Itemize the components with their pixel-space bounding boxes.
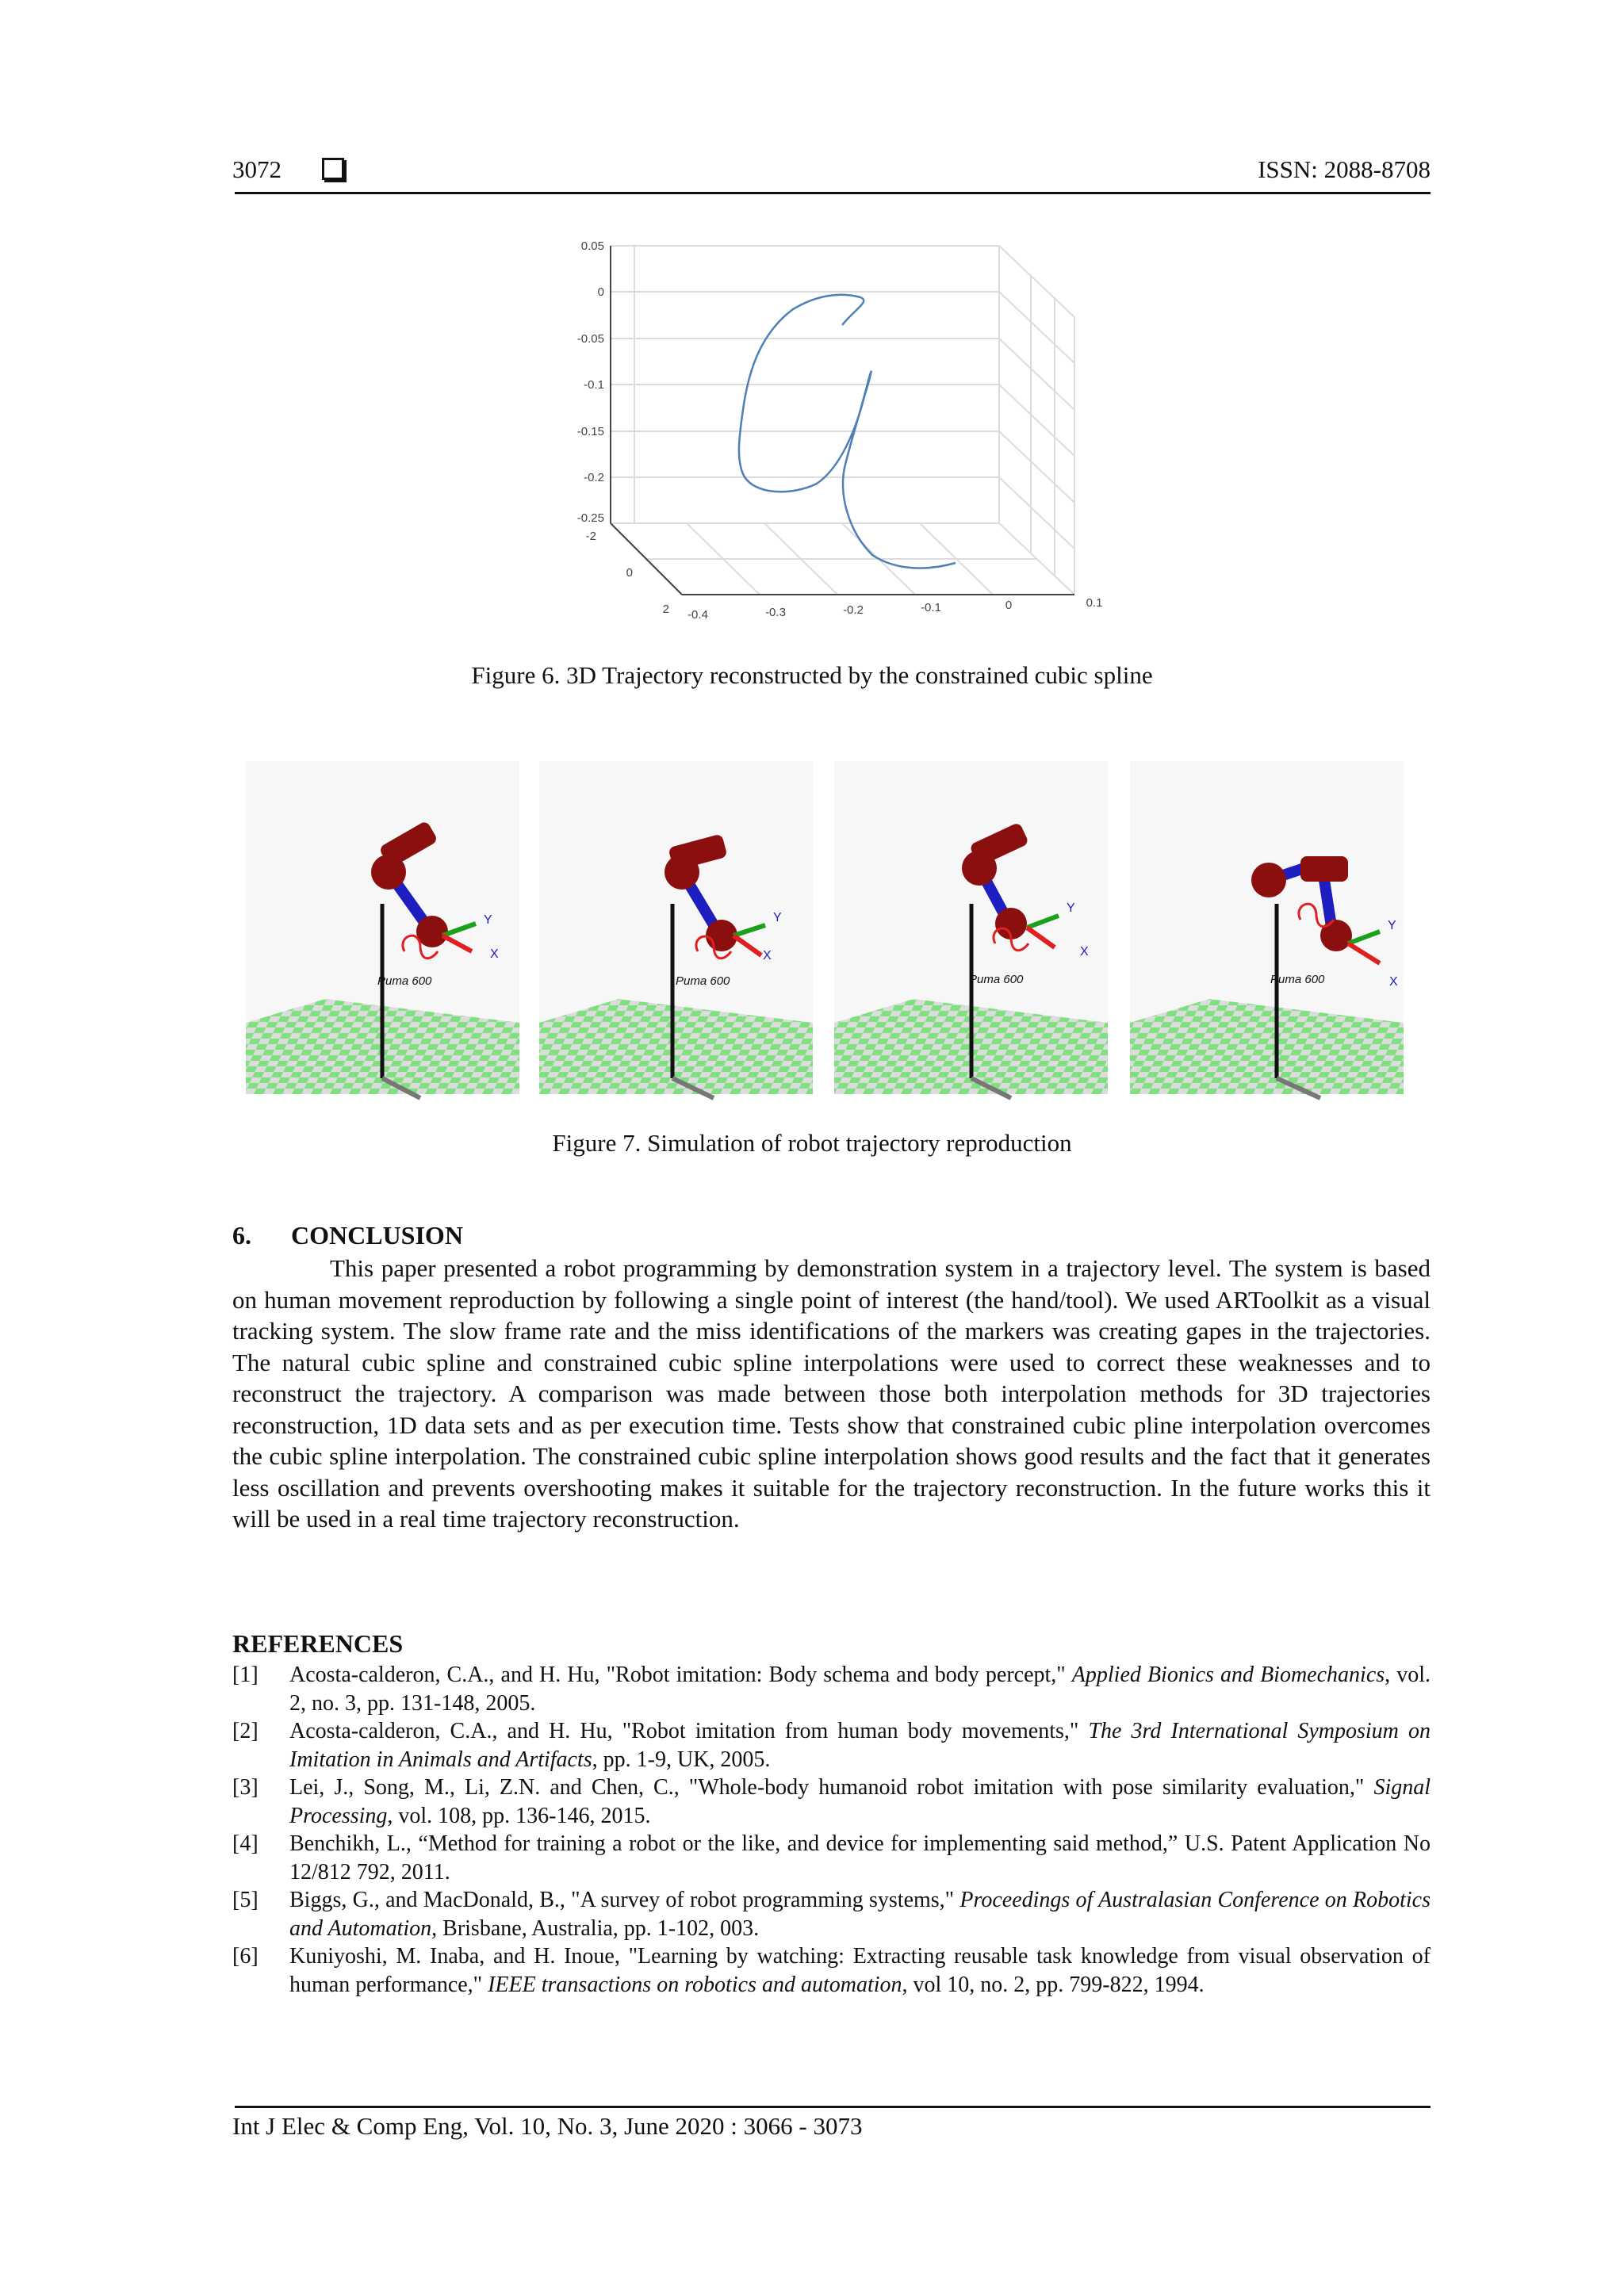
reference-item [232, 1942, 1431, 1999]
reference-text: Acosta-calderon, C.A., and H. Hu, "Robot imitation: Body schema and body percept," Applied Bionics and Biomechanics, vol. 2, no. 3, pp. 131-148, 2005. [289, 1663, 1431, 1716]
reference-item [232, 1886, 1431, 1942]
robot-panel-4 [1130, 761, 1404, 1098]
reference-number: [1] [232, 1663, 259, 1687]
section-title: CONCLUSION [291, 1221, 463, 1249]
z-tick-label: 0.05 [580, 239, 604, 253]
robot-label: Puma 600 [377, 974, 432, 988]
axis-label: Y [1067, 901, 1075, 915]
axis-label: X [763, 949, 772, 962]
footer-rule [235, 2106, 1431, 2108]
reference-venue: Signal Processing [289, 1775, 1431, 1828]
z-tick-label: -0.05 [576, 332, 604, 346]
y-tick-labels [586, 530, 669, 616]
figure-6-plot [555, 222, 1110, 650]
references-list [232, 1661, 1431, 1999]
reference-text: Benchikh, L., “Method for training a robot or the like, and device for implementing said method,” U.S. Patent Application No 12/812 792, 2011. [289, 1831, 1431, 1885]
axis-label: Y [773, 911, 782, 924]
robot-panel-1 [246, 761, 519, 1098]
z-tick-label: -0.15 [576, 425, 604, 438]
reference-text: Acosta-calderon, C.A., and H. Hu, "Robot imitation from human body movements," The 3rd International Symposium on Imitation in Animals and Artifacts, pp. 1-9, UK, 2005. [289, 1719, 1431, 1772]
y-tick-label: 2 [662, 603, 669, 616]
references-heading: REFERENCES [232, 1629, 404, 1658]
axis-label: X [1389, 975, 1398, 989]
reference-text: Kuniyoshi, M. Inaba, and H. Inoue, "Learning by watching: Extracting reusable task knowledge from visual observation of human performance," IEEE transactions on robotics and automation, vol 10, no. 2, pp. 799-822, 1994. [289, 1944, 1431, 1997]
z-tick-labels [577, 239, 604, 525]
robot-label: Puma 600 [1270, 973, 1325, 986]
axis-label: Y [484, 913, 492, 927]
reference-number: [3] [232, 1775, 259, 1800]
header-rule [235, 192, 1431, 194]
axis-label: X [1080, 945, 1089, 959]
x-tick-label: -0.3 [765, 606, 786, 619]
robot-label: Puma 600 [969, 973, 1024, 986]
footer-citation: Int J Elec & Comp Eng, Vol. 10, No. 3, June 2020 : 3066 - 3073 [232, 2112, 863, 2140]
robot-panel-2 [539, 761, 813, 1098]
conclusion-paragraph: This paper presented a robot programming by demonstration system in a trajectory level. The system is based on human movement reproduction by following a single point of interest (the hand/tool). We used ARToolkit as a visual tracking system. The slow frame rate and the miss identifications of the markers was creating gapes in the trajectories. The natural cubic spline and constrained cubic spline interpolations were used to correct these weaknesses and to reconstruct the trajectory. A comparison was made between those both interpolation methods for 3D trajectories reconstruction, 1D data sets and as per execution time. Tests show that constrained cubic pline interpolation overcomes the cubic spline interpolation. The constrained cubic spline interpolation shows good results and the fact that it generates less oscillation and prevents overshooting makes it suitable for the trajectory reconstruction. In the future works this it will be used in a real time trajectory reconstruction. [232, 1254, 1431, 1533]
figure-7-panels [238, 761, 1419, 1102]
reference-item [232, 1661, 1431, 1717]
conclusion-heading [232, 1221, 463, 1250]
section-number: 6. [232, 1221, 251, 1249]
plot-grid [611, 246, 1074, 595]
axis-label: Y [1388, 919, 1396, 932]
reference-item [232, 1774, 1431, 1830]
y-tick-label: 0 [626, 566, 633, 580]
robot-label: Puma 600 [676, 974, 730, 988]
figure-7-caption: Figure 7. Simulation of robot trajectory reproduction [552, 1129, 1072, 1157]
z-tick-label: -0.1 [584, 378, 604, 392]
z-tick-label: 0 [597, 285, 604, 299]
x-tick-labels [688, 596, 1102, 622]
header-square-icon [322, 158, 344, 180]
z-tick-label: -0.2 [584, 471, 604, 484]
reference-item [232, 1717, 1431, 1774]
x-tick-label: 0.1 [1086, 596, 1103, 610]
reference-number: [5] [232, 1888, 259, 1912]
reference-number: [2] [232, 1719, 259, 1743]
x-tick-label: -0.1 [921, 601, 941, 614]
x-tick-label: -0.2 [843, 603, 864, 617]
page-number: 3072 [232, 155, 282, 183]
x-tick-label: -0.4 [688, 608, 708, 622]
robot-panel-3 [834, 761, 1108, 1098]
axis-label: X [490, 947, 499, 961]
reference-venue: Proceedings of Australasian Conference on Robotics and Automation [289, 1888, 1431, 1941]
reference-venue: IEEE transactions on robotics and automation [488, 1972, 902, 1997]
reference-text: Lei, J., Song, M., Li, Z.N. and Chen, C., "Whole-body humanoid robot imitation with pose similarity evaluation," Signal Processing, vol. 108, pp. 136-146, 2015. [289, 1775, 1431, 1828]
figure-6-caption: Figure 6. 3D Trajectory reconstructed by the constrained cubic spline [471, 661, 1153, 689]
journal-issn: ISSN: 2088-8708 [1258, 155, 1431, 183]
reference-number: [6] [232, 1944, 259, 1969]
reference-item [232, 1830, 1431, 1886]
reference-venue: Applied Bionics and Biomechanics [1071, 1663, 1385, 1687]
reference-number: [4] [232, 1831, 259, 1856]
z-tick-label: -0.25 [576, 511, 604, 525]
reference-text: Biggs, G., and MacDonald, B., "A survey of robot programming systems," Proceedings of Australasian Conference on Robotics and Automation, Brisbane, Australia, pp. 1-102, 003. [289, 1888, 1431, 1941]
y-tick-label: -2 [585, 530, 596, 543]
x-tick-label: 0 [1005, 599, 1013, 612]
reference-venue: The 3rd International Symposium on Imitation in Animals and Artifacts [289, 1719, 1431, 1772]
